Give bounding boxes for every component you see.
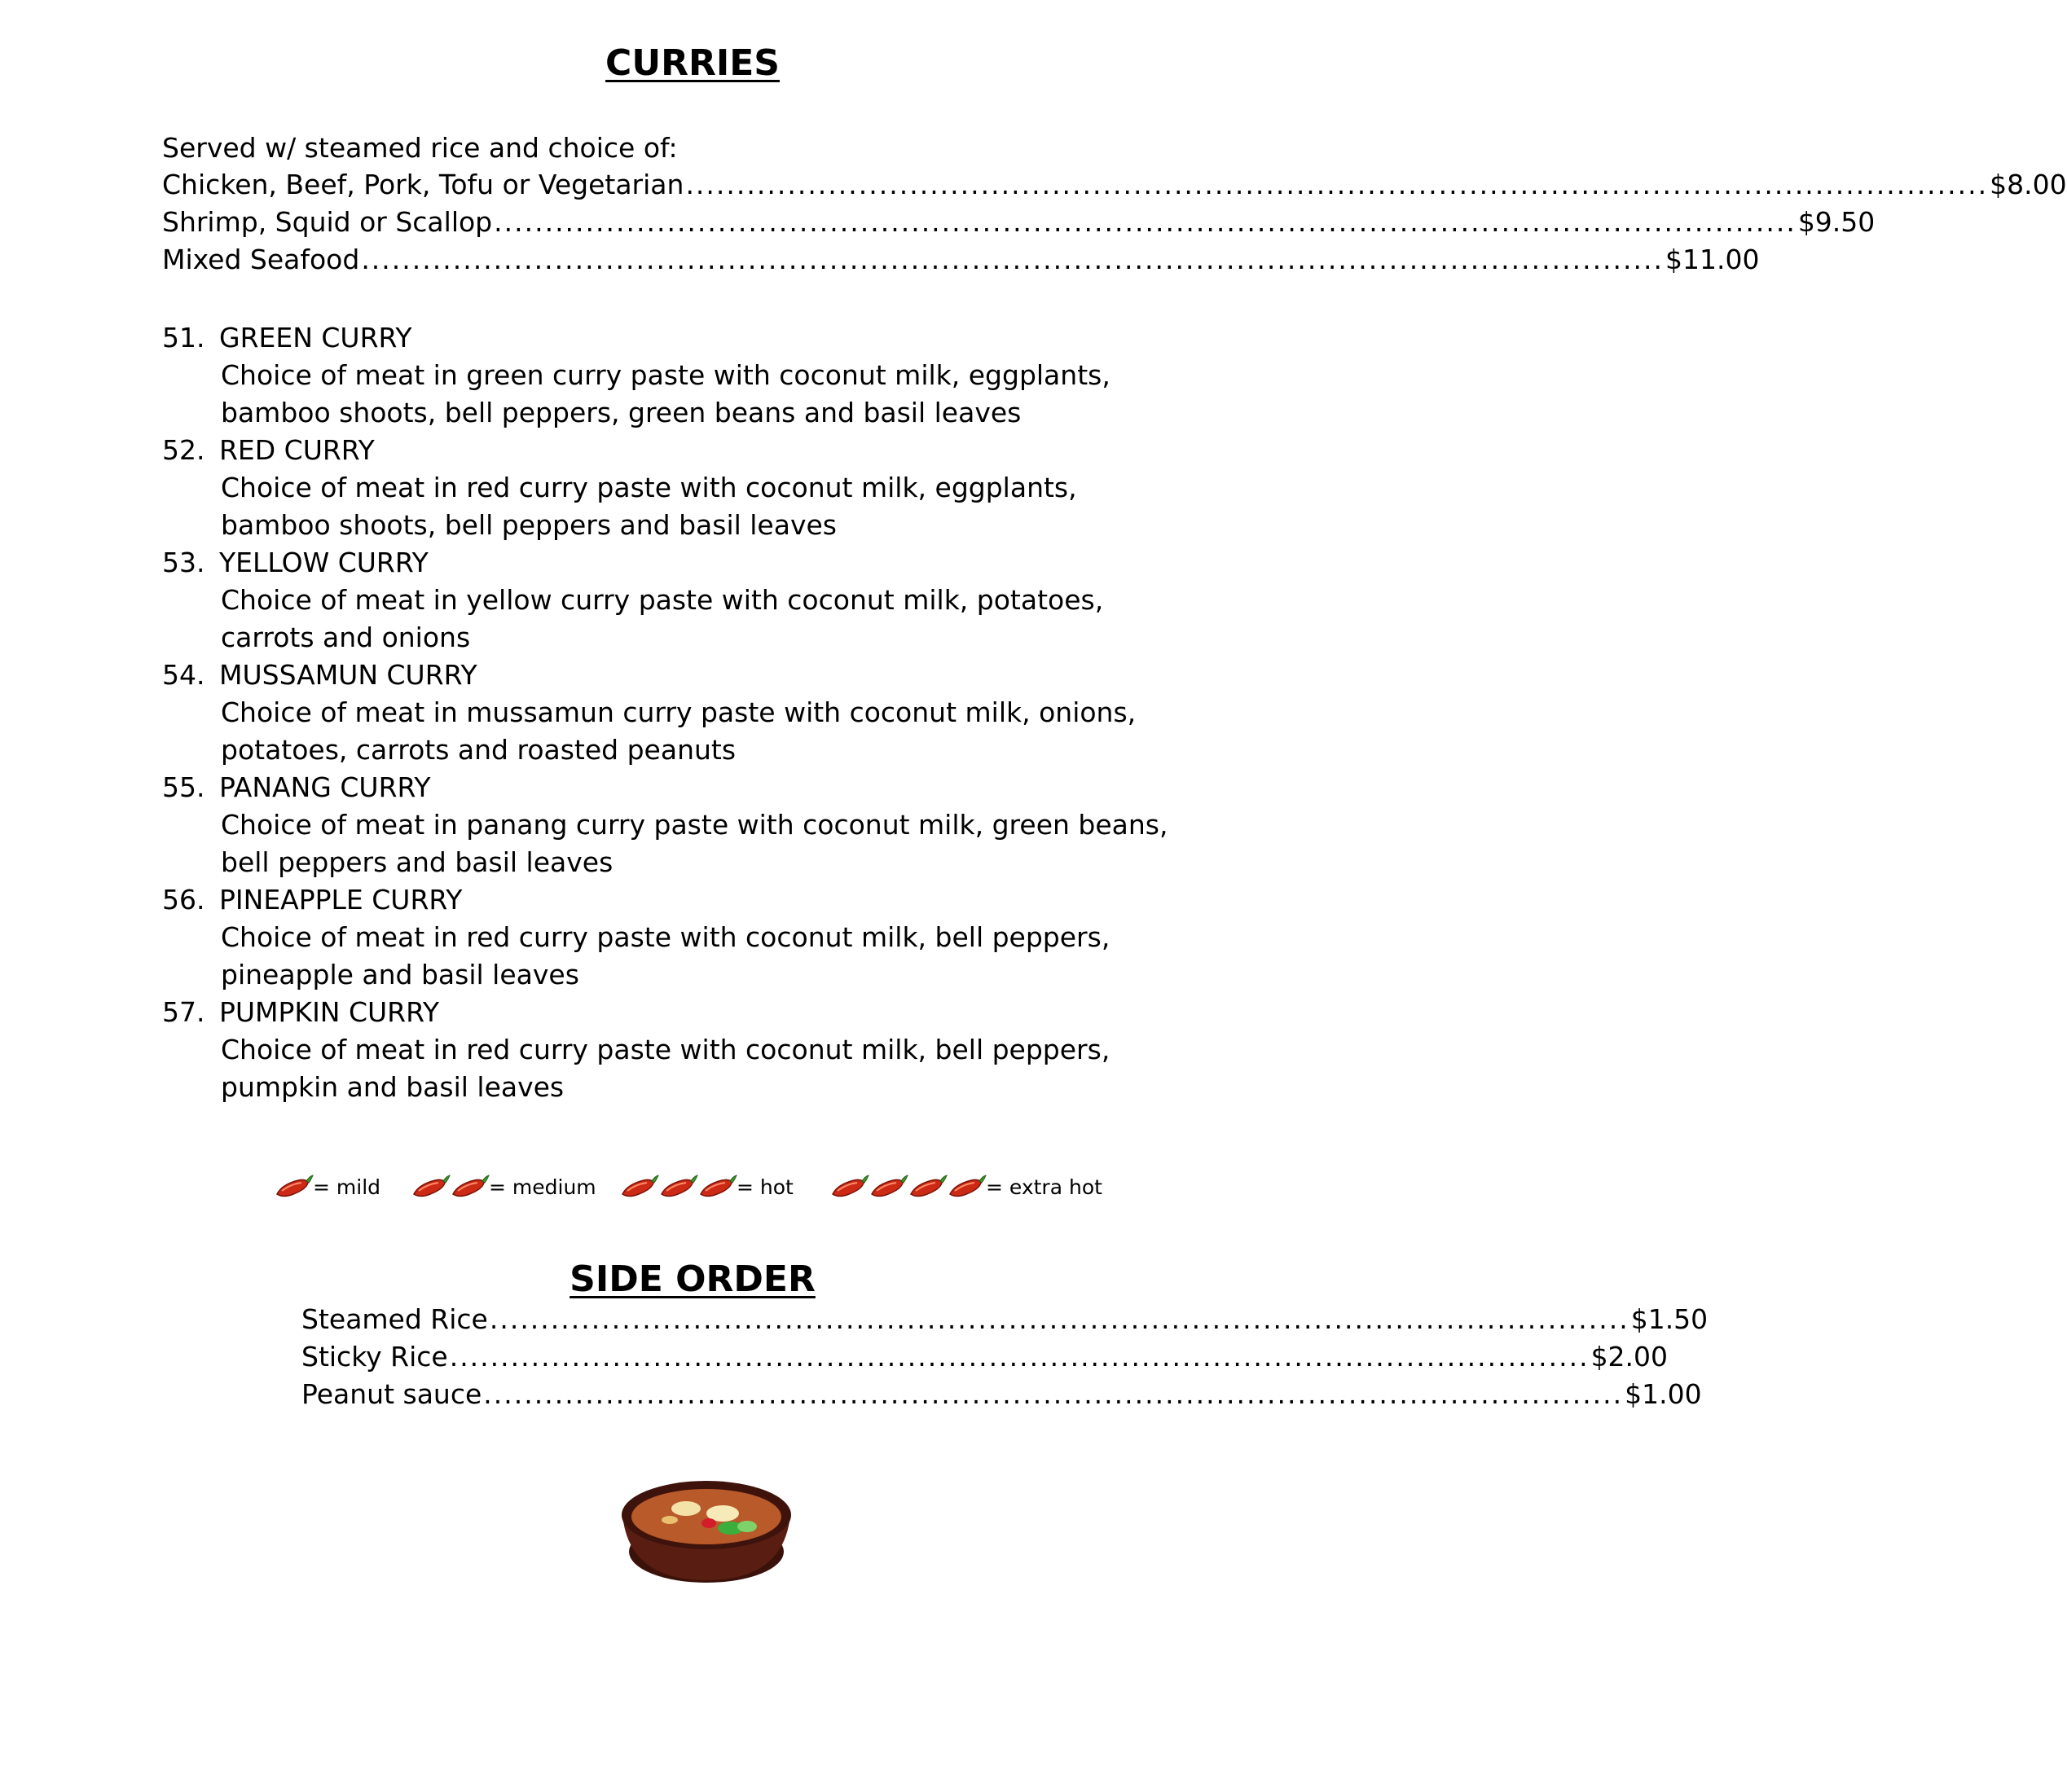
chili-pepper-icon <box>869 1173 909 1201</box>
price-value: $11.00 <box>1665 244 1760 275</box>
item-name: PINEAPPLE CURRY <box>219 884 463 916</box>
curry-item-list <box>162 319 1181 1106</box>
price-label: Peanut sauce <box>301 1378 482 1410</box>
item-description: pineapple and basil leaves <box>221 959 579 990</box>
spice-legend-medium <box>411 1173 596 1201</box>
side-price-row <box>301 1378 1702 1410</box>
price-value: $2.00 <box>1590 1341 1669 1373</box>
spice-legend-hot <box>619 1173 794 1201</box>
dot-leader: ................................................................................................................................ <box>494 206 1797 238</box>
item-description: Choice of meat in yellow curry paste with coconut milk, potatoes, <box>221 584 1104 616</box>
spice-legend-mild <box>274 1173 380 1201</box>
price-value: $1.00 <box>1625 1378 1702 1410</box>
price-value: $9.50 <box>1797 206 1876 238</box>
pepper-group <box>829 1173 986 1201</box>
list-item <box>162 432 1181 544</box>
chili-pepper-icon <box>450 1173 490 1201</box>
curry-price-row <box>162 169 2067 200</box>
item-description: Choice of meat in red curry paste with coconut milk, eggplants, <box>221 472 1077 503</box>
price-label: Steamed Rice <box>301 1303 488 1335</box>
curry-price-row <box>162 244 1760 275</box>
item-description: pumpkin and basil leaves <box>221 1071 565 1103</box>
dot-leader: ................................................................................................................ <box>489 1303 1629 1335</box>
pepper-group <box>619 1173 737 1201</box>
item-number: 51. <box>162 322 205 354</box>
item-name: PANANG CURRY <box>219 771 431 803</box>
pepper-group <box>411 1173 489 1201</box>
list-item <box>162 544 1181 657</box>
item-number: 57. <box>162 996 205 1028</box>
curries-intro: Served w/ steamed rice and choice of: <box>162 132 678 164</box>
item-number: 52. <box>162 434 205 466</box>
price-value: $1.50 <box>1630 1303 1709 1335</box>
item-name: MUSSAMUN CURRY <box>219 659 477 691</box>
spice-legend-extra-hot <box>829 1173 1102 1201</box>
item-description: Choice of meat in panang curry paste with coconut milk, green beans, <box>221 809 1168 841</box>
chili-pepper-icon <box>411 1173 451 1201</box>
chili-pepper-icon <box>829 1173 870 1201</box>
chili-pepper-icon <box>908 1173 948 1201</box>
legend-label: = hot <box>737 1175 794 1199</box>
item-description: carrots and onions <box>221 621 471 653</box>
item-description: potatoes, carrots and roasted peanuts <box>221 734 737 766</box>
item-name: GREEN CURRY <box>219 322 412 354</box>
list-item <box>162 319 1181 432</box>
item-description: Choice of meat in mussamun curry paste with coconut milk, onions, <box>221 696 1137 728</box>
chili-pepper-icon <box>658 1173 699 1201</box>
list-item <box>162 881 1181 994</box>
side-order-title: SIDE ORDER <box>570 1258 816 1300</box>
item-description: Choice of meat in red curry paste with coconut milk, bell peppers, <box>221 921 1110 953</box>
item-number: 56. <box>162 884 205 916</box>
item-description: Choice of meat in red curry paste with coconut milk, bell peppers, <box>221 1034 1110 1065</box>
side-price-row <box>301 1303 1709 1335</box>
item-description: bamboo shoots, bell peppers and basil leaves <box>221 509 837 541</box>
dot-leader: ................................................................................................................ <box>483 1378 1624 1410</box>
curry-bowl-icon <box>613 1466 800 1588</box>
dot-leader: ................................................................................................................................ <box>361 244 1664 275</box>
dot-leader: ................................................................................................................ <box>449 1341 1590 1373</box>
chili-pepper-icon <box>947 1173 987 1201</box>
item-name: YELLOW CURRY <box>219 547 429 578</box>
legend-label: = extra hot <box>986 1175 1102 1199</box>
list-item <box>162 657 1181 769</box>
item-description: bell peppers and basil leaves <box>221 846 614 878</box>
chili-pepper-icon <box>697 1173 738 1201</box>
legend-label: = medium <box>489 1175 596 1199</box>
dot-leader: ................................................................................................................................ <box>685 169 1989 200</box>
item-number: 53. <box>162 547 205 578</box>
price-label: Chicken, Beef, Pork, Tofu or Vegetarian <box>162 169 684 200</box>
pepper-group <box>274 1173 313 1201</box>
price-label: Sticky Rice <box>301 1341 448 1373</box>
list-item <box>162 769 1181 881</box>
chili-pepper-icon <box>274 1173 314 1201</box>
item-description: Choice of meat in green curry paste with coconut milk, eggplants, <box>221 359 1110 391</box>
chili-pepper-icon <box>619 1173 660 1201</box>
item-name: PUMPKIN CURRY <box>219 996 440 1028</box>
price-label: Mixed Seafood <box>162 244 360 275</box>
price-value: $8.00 <box>1990 169 2067 200</box>
legend-label: = mild <box>313 1175 381 1199</box>
item-number: 54. <box>162 659 205 691</box>
side-price-row <box>301 1341 1669 1373</box>
list-item <box>162 994 1181 1106</box>
item-description: bamboo shoots, bell peppers, green beans and basil leaves <box>221 397 1022 428</box>
curry-price-row <box>162 206 1876 238</box>
curries-title: CURRIES <box>605 42 780 84</box>
item-name: RED CURRY <box>219 434 375 466</box>
item-number: 55. <box>162 771 205 803</box>
price-label: Shrimp, Squid or Scallop <box>162 206 493 238</box>
